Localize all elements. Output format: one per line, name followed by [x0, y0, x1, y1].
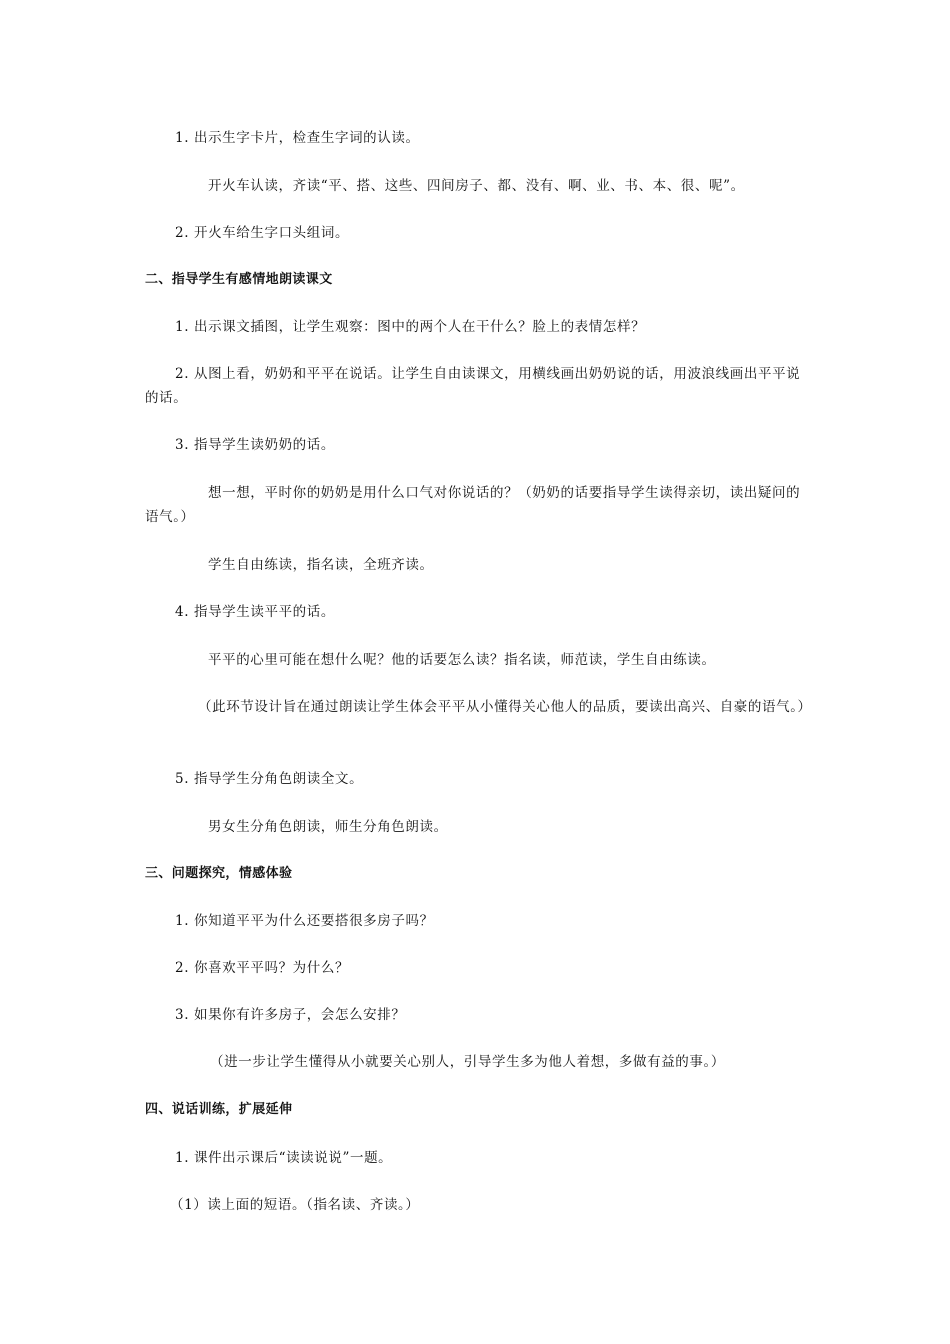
paragraph-17: （进一步让学生懂得从小就要关心别人，引导学生多为他人着想，多做有益的事。） [210, 1054, 725, 1070]
paragraph-9: 4. 指导学生读平平的话。 [175, 604, 335, 620]
paragraph-18: 1. 课件出示课后“读读说说”一题。 [175, 1150, 393, 1166]
paragraph-16: 3. 如果你有许多房子，会怎么安排？ [175, 1007, 406, 1023]
paragraph-12: 5. 指导学生分角色朗读全文。 [175, 771, 364, 787]
paragraph-7: 想一想，平时你的奶奶是用什么口气对你说话的？（奶奶的话要指导学生读得亲切，读出疑问的语气。） [145, 485, 801, 525]
paragraph-15: 2. 你喜欢平平吗？为什么？ [175, 960, 350, 976]
section-heading-4: 四、说话训练，扩展延伸 [145, 1102, 293, 1117]
paragraph-3: 2. 开火车给生字口头组词。 [175, 225, 350, 241]
paragraph-6: 3. 指导学生读奶奶的话。 [175, 437, 335, 453]
section-heading-2: 二、指导学生有感情地朗读课文 [145, 272, 333, 287]
paragraph-19: （1）读上面的短语。（指名读、齐读。） [170, 1197, 420, 1213]
paragraph-11: （此环节设计旨在通过朗读让学生体会平平从小懂得关心他人的品质，要读出高兴、自豪的语气。） [198, 699, 812, 715]
paragraph-13: 男女生分角色朗读，师生分角色朗读。 [208, 819, 448, 835]
paragraph-1: 1. 出示生字卡片，检查生字词的认读。 [175, 130, 420, 146]
paragraph-2: 开火车认读，齐读“平、搭、这些、四间房子、都、没有、啊、业、书、本、很、呢”。 [208, 178, 745, 194]
paragraph-14: 1. 你知道平平为什么还要搭很多房子吗？ [175, 913, 434, 929]
paragraph-4: 1. 出示课文插图，让学生观察：图中的两个人在干什么？脸上的表情怎样？ [175, 319, 646, 335]
paragraph-8: 学生自由练读，指名读，全班齐读。 [208, 557, 434, 573]
section-heading-3: 三、问题探究，情感体验 [145, 866, 293, 881]
paragraph-5: 2. 从图上看，奶奶和平平在说话。让学生自由读课文，用横线画出奶奶说的话，用波浪线画出平平说的话。 [145, 366, 801, 406]
paragraph-10: 平平的心里可能在想什么呢？他的话要怎么读？指名读，师范读，学生自由练读。 [208, 652, 716, 668]
